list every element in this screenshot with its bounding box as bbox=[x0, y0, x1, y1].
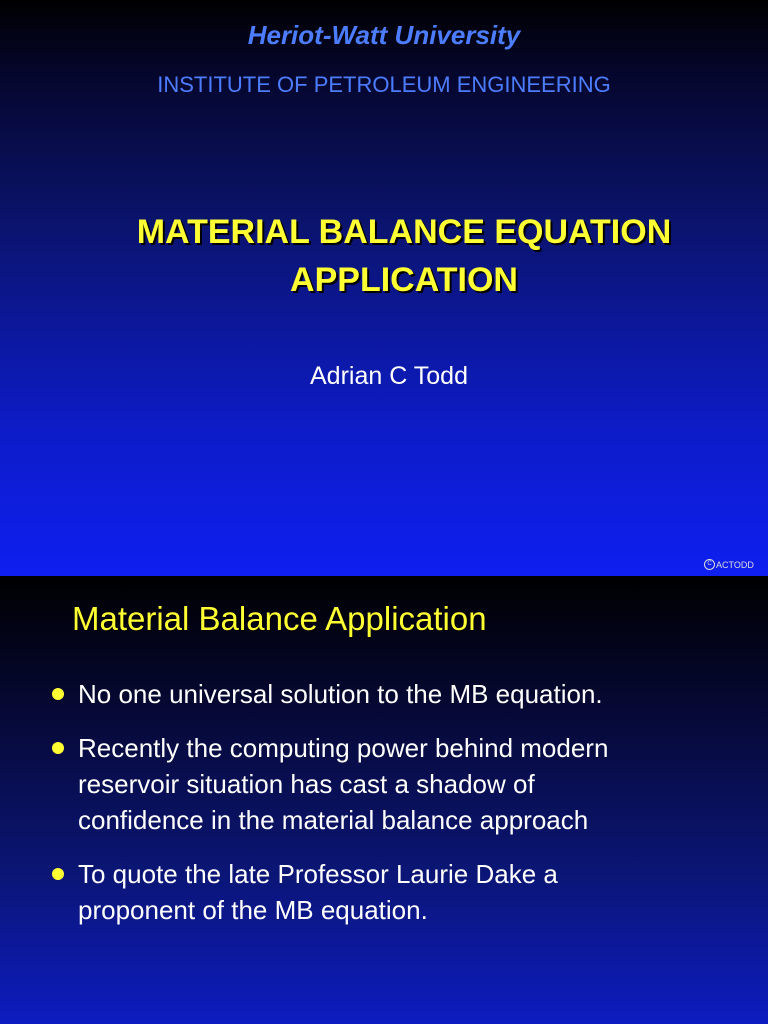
bullet-line: confidence in the material balance approach bbox=[78, 805, 589, 835]
bullet-dot-icon bbox=[52, 688, 64, 700]
slide-title-line-2: APPLICATION bbox=[290, 261, 518, 299]
bullet-item bbox=[50, 856, 740, 928]
bullet-line: proponent of the MB equation. bbox=[78, 895, 428, 925]
slide-title bbox=[0, 208, 768, 304]
author-name: Adrian C Todd bbox=[310, 362, 468, 390]
bullet-item bbox=[50, 676, 740, 712]
bullet-dot-icon bbox=[52, 868, 64, 880]
content-slide bbox=[0, 576, 768, 1024]
bullet-item bbox=[50, 730, 740, 838]
bullet-line: Recently the computing power behind modern bbox=[78, 733, 609, 763]
bullet-list bbox=[50, 676, 740, 946]
copyright-icon: C bbox=[704, 559, 715, 570]
bullet-line: To quote the late Professor Laurie Dake a bbox=[78, 859, 558, 889]
university-name: Heriot-Watt University bbox=[247, 20, 521, 50]
slide-title-line-1: MATERIAL BALANCE EQUATION bbox=[136, 213, 672, 251]
bullet-line: No one universal solution to the MB equation. bbox=[78, 679, 603, 709]
institute-name: INSTITUTE OF PETROLEUM ENGINEERING bbox=[157, 72, 611, 97]
copyright-text: ACTODD bbox=[716, 559, 754, 570]
bullet-dot-icon bbox=[52, 742, 64, 754]
copyright-notice bbox=[704, 559, 754, 570]
content-slide-title: Material Balance Application bbox=[72, 600, 487, 637]
bullet-line: reservoir situation has cast a shadow of bbox=[78, 769, 535, 799]
